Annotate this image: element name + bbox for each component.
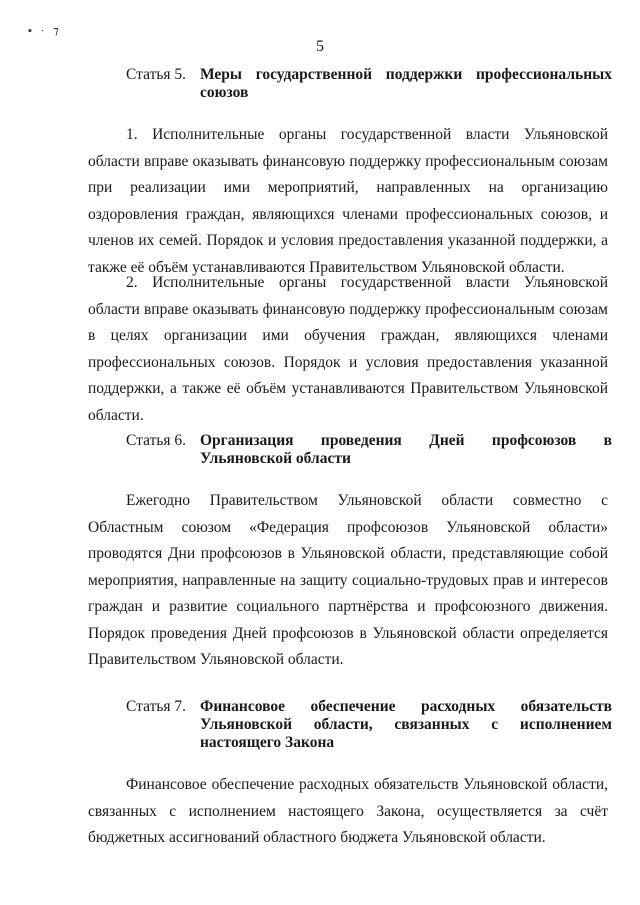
article-6-label: Статья 6. xyxy=(126,432,187,449)
article-5-label: Статья 5. xyxy=(126,66,187,83)
article-5-heading: Меры государственной поддержки профессиональных союзов xyxy=(200,66,612,101)
article-7-heading: Финансовое обеспечение расходных обязательств Ульяновской области, связанных с исполнением настоящего Закона xyxy=(200,698,612,751)
article-5-paragraph-1: 1. Исполнительные органы государственной власти Ульяновской области вправе оказывать финансовую поддержку профессиональным союзам при реализации ими мероприятий, направленных на организацию оздоровления граждан, являющихся членами профессиональных союзов, и членов их семей. Порядок и условия предоставления указанной поддержки, а также её объём устанавливаются Правительством Ульяновской области. xyxy=(88,126,608,276)
article-5-header xyxy=(126,66,612,102)
article-6-paragraph-1: Ежегодно Правительством Ульяновской области совместно с Областным союзом «Федерация профсоюзов Ульяновской области» проводятся Дни профсоюзов в Ульяновской области, представляющие собой мероприятия, направленные на защиту социально-трудовых прав и интересов граждан и развитие социального партнёрства и профсоюзного движения. Порядок проведения Дней профсоюзов в Ульяновской области определяется Правительством Ульяновской области. xyxy=(88,492,608,668)
article-6-header xyxy=(126,432,612,468)
page-number: 5 xyxy=(316,38,324,55)
article-7-paragraph-1: Финансовое обеспечение расходных обязательств Ульяновской области, связанных с исполнением настоящего Закона, осуществляется за счёт бюджетных ассигнований областного бюджета Ульяновской области. xyxy=(88,776,608,846)
scan-artifact-mark: ▪ · ⁊ xyxy=(28,25,62,37)
article-5-paragraph-2: 2. Исполнительные органы государственной власти Ульяновской области вправе оказывать финансовую поддержку профессиональным союзам в целях организации ими обучения граждан, являющихся членами профессиональных союзов. Порядок и условия предоставления указанной поддержки, а также её объём устанавливаются Правительством Ульяновской области. xyxy=(88,274,608,424)
article-6-heading: Организация проведения Дней профсоюзов в Ульяновской области xyxy=(200,432,612,467)
article-7-header xyxy=(126,698,612,752)
article-7-label: Статья 7. xyxy=(126,698,187,715)
